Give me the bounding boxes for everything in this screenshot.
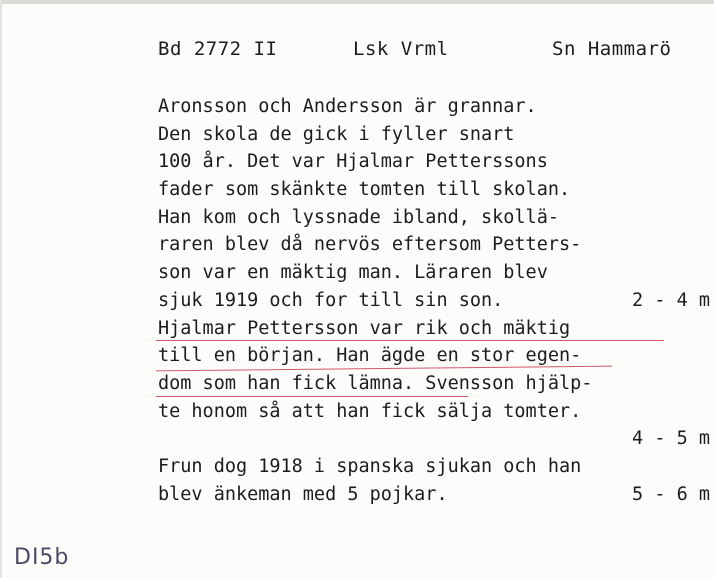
- line-text: fader som skänkte tomten till skolan.: [158, 179, 571, 201]
- parish-label: Sn Hammarö: [552, 38, 672, 60]
- text-line: [158, 259, 714, 287]
- line-text: dom som han fick lämna. Svensson hjälp-: [158, 372, 593, 394]
- text-line-underlined: [158, 315, 714, 343]
- text-line-underlined: [158, 370, 714, 398]
- text-line: [158, 176, 714, 204]
- time-mark: 2 - 4 m: [632, 289, 710, 311]
- line-text: raren blev då nervös eftersom Petters-: [158, 234, 582, 256]
- time-mark: 4 - 5 m: [632, 428, 710, 450]
- record-text: [158, 93, 714, 508]
- line-text: Han kom och lyssnade ibland, skollä-: [158, 206, 559, 228]
- text-line: [158, 148, 714, 176]
- line-text: till en början. Han ägde en stor egen-: [158, 345, 582, 367]
- text-line: [158, 453, 714, 481]
- line-text: Hjalmar Pettersson var rik och mäktig: [158, 317, 571, 339]
- red-underline: [156, 340, 664, 341]
- top-edge: [0, 0, 714, 4]
- line-text: Aronsson och Andersson är grannar.: [158, 96, 537, 117]
- card-id: Bd 2772 II: [158, 38, 278, 60]
- line-text: Frun dog 1918 i spanska sjukan och han: [158, 455, 582, 477]
- line-text: blev änkeman med 5 pojkar.: [158, 483, 448, 505]
- handwritten-code: DI5b: [14, 545, 70, 570]
- text-line: [158, 287, 714, 315]
- red-underline: [156, 396, 468, 397]
- line-text: te honom så att han fick sälja tomter.: [158, 400, 582, 422]
- text-line: [158, 425, 714, 453]
- time-mark: 5 - 6 m: [632, 483, 710, 505]
- text-line: [158, 481, 714, 509]
- text-line: [158, 204, 714, 232]
- province-label: Lsk Vrml: [353, 38, 449, 60]
- line-text: son var en mäktig man. Läraren blev: [158, 262, 548, 284]
- line-text: Den skola de gick i fyller snart: [158, 123, 515, 145]
- line-text: sjuk 1919 och for till sin son.: [158, 289, 504, 311]
- text-line: [158, 231, 714, 259]
- text-line: [158, 93, 714, 121]
- text-line: [158, 398, 714, 426]
- left-edge: [0, 0, 2, 578]
- text-line-underlined: [158, 342, 714, 370]
- text-line: [158, 121, 714, 149]
- line-text: 100 år. Det var Hjalmar Petterssons: [158, 151, 548, 173]
